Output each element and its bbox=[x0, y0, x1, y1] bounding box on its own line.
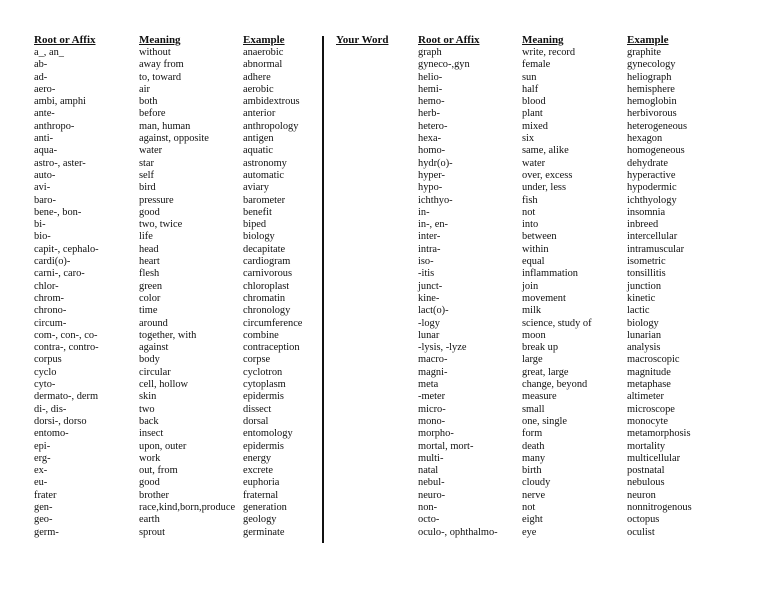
meaning-cell: moon bbox=[522, 329, 546, 341]
root-cell: meta bbox=[418, 379, 439, 391]
example-cell: chronology bbox=[243, 305, 291, 317]
example-cell: contraception bbox=[243, 342, 300, 354]
example-cell: germinate bbox=[243, 526, 285, 538]
example-cell: circumference bbox=[243, 317, 303, 329]
root-cell: in-, en- bbox=[418, 219, 449, 231]
meaning-cell: star bbox=[139, 157, 155, 169]
example-cell: antigen bbox=[243, 133, 274, 145]
left-example-column bbox=[243, 34, 302, 539]
root-cell: anthropo- bbox=[34, 120, 75, 132]
root-cell: graph bbox=[418, 47, 442, 58]
root-cell: ichthyo- bbox=[418, 194, 453, 206]
example-cell: isometric bbox=[627, 256, 666, 268]
meaning-cell: write, record bbox=[522, 47, 576, 58]
root-cell: hemo- bbox=[418, 96, 445, 108]
meaning-cell: large bbox=[522, 354, 543, 366]
root-cell: mono- bbox=[418, 415, 446, 427]
meaning-cell: blood bbox=[522, 96, 546, 108]
example-cell: decapitate bbox=[243, 243, 286, 255]
root-cell: hyper- bbox=[418, 169, 445, 181]
example-cell: biology bbox=[243, 231, 275, 243]
meaning-cell: between bbox=[522, 231, 557, 243]
example-cell: aquatic bbox=[243, 145, 273, 157]
example-cell: automatic bbox=[243, 169, 284, 181]
root-cell: non- bbox=[418, 501, 438, 513]
meaning-cell: movement bbox=[522, 292, 566, 304]
example-cell: mortality bbox=[627, 440, 666, 452]
meaning-cell: one, single bbox=[522, 415, 568, 427]
root-cell: dermato-, derm bbox=[34, 391, 99, 403]
example-cell: metaphase bbox=[627, 379, 671, 391]
meaning-cell: nerve bbox=[522, 489, 546, 501]
root-cell: ambi, amphi bbox=[34, 96, 86, 108]
meaning-cell: change, beyond bbox=[522, 379, 588, 391]
example-cell: barometer bbox=[243, 194, 286, 206]
example-cell: intercellular bbox=[627, 231, 678, 243]
meaning-cell: cloudy bbox=[522, 477, 551, 489]
meaning-cell: two, twice bbox=[139, 219, 183, 231]
root-cell: nebul- bbox=[418, 477, 445, 489]
root-cell: corpus bbox=[34, 354, 62, 366]
example-cell: octopus bbox=[627, 514, 660, 526]
example-cell: geology bbox=[243, 514, 277, 526]
meaning-cell: cell, hollow bbox=[139, 379, 189, 391]
example-cell: tonsillitis bbox=[627, 268, 666, 280]
root-cell: anti- bbox=[34, 133, 54, 145]
root-cell: lact(o)- bbox=[418, 305, 449, 317]
example-cell: abnormal bbox=[243, 59, 283, 71]
meaning-cell: sun bbox=[522, 71, 537, 83]
root-cell: epi- bbox=[34, 440, 51, 452]
meaning-cell: both bbox=[139, 96, 158, 108]
meaning-cell: equal bbox=[522, 256, 545, 268]
example-cell: ichthyology bbox=[627, 194, 677, 206]
example-cell: nebulous bbox=[627, 477, 665, 489]
example-cell: junction bbox=[627, 280, 662, 292]
meaning-cell: break up bbox=[522, 342, 559, 354]
example-cell: anterior bbox=[243, 108, 276, 120]
left-root-header: Root or Affix bbox=[34, 34, 96, 46]
meaning-cell: same, alike bbox=[522, 145, 569, 157]
meaning-cell: measure bbox=[522, 391, 557, 403]
meaning-cell: against, opposite bbox=[139, 133, 209, 145]
meaning-cell: bird bbox=[139, 182, 156, 194]
root-cell: natal bbox=[418, 465, 439, 477]
example-cell: aerobic bbox=[243, 83, 274, 95]
example-cell: ambidextrous bbox=[243, 96, 300, 108]
meaning-cell: small bbox=[522, 403, 545, 415]
right-root-header: Root or Affix bbox=[418, 34, 480, 46]
meaning-cell: birth bbox=[522, 465, 542, 477]
example-cell: epidermis bbox=[243, 440, 284, 452]
your-word-header: Your Word bbox=[336, 34, 389, 46]
example-cell: graphite bbox=[627, 47, 662, 58]
root-cell: ad- bbox=[34, 71, 48, 83]
meaning-cell: into bbox=[522, 219, 539, 231]
example-cell: anaerobic bbox=[243, 47, 284, 58]
left-meaning-column bbox=[139, 34, 235, 539]
meaning-cell: against bbox=[139, 342, 169, 354]
example-cell: intramuscular bbox=[627, 243, 685, 255]
example-cell: heterogeneous bbox=[627, 120, 688, 132]
root-cell: in- bbox=[418, 206, 430, 218]
your-word-column bbox=[336, 34, 388, 47]
root-cell: capit-, cephalo- bbox=[34, 243, 99, 255]
example-cell: chloroplast bbox=[243, 280, 290, 292]
meaning-cell: half bbox=[522, 83, 539, 95]
meaning-cell: within bbox=[522, 243, 549, 255]
example-cell: aviary bbox=[243, 182, 269, 194]
example-cell: dorsal bbox=[243, 415, 269, 427]
example-cell: corpse bbox=[243, 354, 271, 366]
example-cell: homogeneous bbox=[627, 145, 685, 157]
root-cell: aqua- bbox=[34, 145, 58, 157]
meaning-cell: not bbox=[522, 501, 536, 513]
meaning-cell: two bbox=[139, 403, 155, 415]
meaning-cell: great, large bbox=[522, 366, 569, 378]
column-divider bbox=[322, 36, 324, 543]
example-cell: metamorphosis bbox=[627, 428, 691, 440]
example-cell: kinetic bbox=[627, 292, 656, 304]
meaning-cell: race,kind,born,produce bbox=[139, 501, 236, 513]
meaning-cell: under, less bbox=[522, 182, 567, 194]
meaning-cell: plant bbox=[522, 108, 543, 120]
meaning-cell: around bbox=[139, 317, 168, 329]
root-cell: bio- bbox=[34, 231, 51, 243]
example-cell: postnatal bbox=[627, 465, 665, 477]
root-cell: herb- bbox=[418, 108, 440, 120]
example-cell: analysis bbox=[627, 342, 661, 354]
meaning-cell: earth bbox=[139, 514, 160, 526]
root-cell: inter- bbox=[418, 231, 441, 243]
meaning-cell: flesh bbox=[139, 268, 160, 280]
root-cell: macro- bbox=[418, 354, 448, 366]
example-cell: biped bbox=[243, 219, 267, 231]
example-cell: dehydrate bbox=[627, 157, 668, 169]
root-cell: oculo-, ophthalmo- bbox=[418, 526, 498, 538]
root-cell: cardi(o)- bbox=[34, 256, 71, 268]
meaning-cell: back bbox=[139, 415, 159, 427]
root-cell: junct- bbox=[418, 280, 443, 292]
root-cell: contra-, contro- bbox=[34, 342, 99, 354]
meaning-cell: sprout bbox=[139, 526, 165, 538]
root-cell: bene-, bon- bbox=[34, 206, 82, 218]
meaning-cell: self bbox=[139, 169, 155, 181]
right-example-column bbox=[627, 34, 692, 539]
example-cell: hemoglobin bbox=[627, 96, 677, 108]
root-cell: ex- bbox=[34, 465, 48, 477]
meaning-cell: heart bbox=[139, 256, 160, 268]
example-cell: anthropology bbox=[243, 120, 299, 132]
meaning-cell: upon, outer bbox=[139, 440, 187, 452]
meaning-cell: death bbox=[522, 440, 545, 452]
root-cell: hetero- bbox=[418, 120, 448, 132]
meaning-cell: join bbox=[522, 280, 539, 292]
root-cell: chlor- bbox=[34, 280, 59, 292]
meaning-cell: female bbox=[522, 59, 551, 71]
example-cell: neuron bbox=[627, 489, 656, 501]
example-cell: fraternal bbox=[243, 489, 279, 501]
root-cell: germ- bbox=[34, 526, 59, 538]
meaning-cell: away from bbox=[139, 59, 184, 71]
left-root-column bbox=[34, 34, 99, 539]
example-cell: nonnitrogenous bbox=[627, 501, 692, 513]
root-cell: magni- bbox=[418, 366, 448, 378]
example-cell: hyperactive bbox=[627, 169, 676, 181]
example-cell: hypodermic bbox=[627, 182, 677, 194]
root-cell: bi- bbox=[34, 219, 46, 231]
right-example-header: Example bbox=[627, 34, 669, 46]
root-cell: mortal, mort- bbox=[418, 440, 474, 452]
meaning-cell: form bbox=[522, 428, 543, 440]
example-cell: macroscopic bbox=[627, 354, 680, 366]
example-cell: cardiogram bbox=[243, 256, 291, 268]
root-cell: hypo- bbox=[418, 182, 443, 194]
example-cell: combine bbox=[243, 329, 279, 341]
root-cell: di-, dis- bbox=[34, 403, 67, 415]
example-cell: chromatin bbox=[243, 292, 286, 304]
meaning-cell: skin bbox=[139, 391, 157, 403]
example-cell: epidermis bbox=[243, 391, 284, 403]
example-cell: hemisphere bbox=[627, 83, 675, 95]
root-cell: -meter bbox=[418, 391, 446, 403]
root-cell: erg- bbox=[34, 452, 51, 464]
example-cell: cytoplasm bbox=[243, 379, 286, 391]
meaning-cell: time bbox=[139, 305, 158, 317]
example-cell: astronomy bbox=[243, 157, 287, 169]
root-cell: octo- bbox=[418, 514, 440, 526]
root-cell: hydr(o)- bbox=[418, 157, 453, 169]
example-cell: dissect bbox=[243, 403, 272, 415]
root-cell: baro- bbox=[34, 194, 56, 206]
left-example-header: Example bbox=[243, 34, 285, 46]
meaning-cell: circular bbox=[139, 366, 171, 378]
root-cell: frater bbox=[34, 489, 57, 501]
example-cell: microscope bbox=[627, 403, 675, 415]
root-cell: micro- bbox=[418, 403, 446, 415]
meaning-cell: eye bbox=[522, 526, 537, 538]
meaning-cell: six bbox=[522, 133, 535, 145]
example-cell: energy bbox=[243, 452, 272, 464]
example-cell: euphoria bbox=[243, 477, 280, 489]
example-cell: adhere bbox=[243, 71, 271, 83]
meaning-cell: water bbox=[522, 157, 546, 169]
root-cell: morpho- bbox=[418, 428, 454, 440]
root-cell: gyneco-,gyn bbox=[418, 59, 470, 71]
root-cell: gen- bbox=[34, 501, 53, 513]
meaning-cell: to, toward bbox=[139, 71, 182, 83]
example-cell: hexagon bbox=[627, 133, 663, 145]
root-cell: hexa- bbox=[418, 133, 442, 145]
example-cell: entomology bbox=[243, 428, 293, 440]
meaning-cell: science, study of bbox=[522, 317, 592, 329]
meaning-cell: many bbox=[522, 452, 546, 464]
example-cell: biology bbox=[627, 317, 659, 329]
meaning-cell: milk bbox=[522, 305, 542, 317]
meaning-cell: life bbox=[139, 231, 153, 243]
root-cell: entomo- bbox=[34, 428, 69, 440]
root-cell: astro-, aster- bbox=[34, 157, 86, 169]
meaning-cell: over, excess bbox=[522, 169, 573, 181]
meaning-cell: mixed bbox=[522, 120, 548, 132]
example-cell: magnitude bbox=[627, 366, 671, 378]
root-cell: carni-, caro- bbox=[34, 268, 85, 280]
example-cell: lunarian bbox=[627, 329, 662, 341]
right-root-column bbox=[418, 34, 498, 539]
root-cell: lunar bbox=[418, 329, 440, 341]
root-cell: chrono- bbox=[34, 305, 67, 317]
root-cell: neuro- bbox=[418, 489, 446, 501]
root-cell: homo- bbox=[418, 145, 446, 157]
meaning-cell: color bbox=[139, 292, 161, 304]
meaning-cell: pressure bbox=[139, 194, 174, 206]
root-cell: kine- bbox=[418, 292, 440, 304]
example-cell: herbivorous bbox=[627, 108, 677, 120]
meaning-cell: green bbox=[139, 280, 163, 292]
meaning-cell: eight bbox=[522, 514, 543, 526]
example-cell: carnivorous bbox=[243, 268, 293, 280]
meaning-cell: together, with bbox=[139, 329, 197, 341]
root-cell: circum- bbox=[34, 317, 67, 329]
root-cell: chrom- bbox=[34, 292, 65, 304]
root-cell: aero- bbox=[34, 83, 56, 95]
example-cell: inbreed bbox=[627, 219, 659, 231]
meaning-cell: out, from bbox=[139, 465, 178, 477]
meaning-cell: water bbox=[139, 145, 163, 157]
example-cell: oculist bbox=[627, 526, 655, 538]
root-cell: ante- bbox=[34, 108, 55, 120]
root-cell: -itis bbox=[418, 268, 435, 280]
meaning-cell: before bbox=[139, 108, 166, 120]
example-cell: insomnia bbox=[627, 206, 666, 218]
example-cell: cyclotron bbox=[243, 366, 283, 378]
root-cell: -lysis, -lyze bbox=[418, 342, 467, 354]
meaning-cell: head bbox=[139, 243, 159, 255]
example-cell: heliograph bbox=[627, 71, 672, 83]
meaning-cell: inflammation bbox=[522, 268, 578, 280]
right-meaning-column bbox=[522, 34, 592, 539]
root-cell: -logy bbox=[418, 317, 440, 329]
root-cell: geo- bbox=[34, 514, 53, 526]
root-cell: helio- bbox=[418, 71, 443, 83]
meaning-cell: air bbox=[139, 83, 150, 95]
meaning-cell: work bbox=[139, 452, 161, 464]
root-cell: avi- bbox=[34, 182, 51, 194]
meaning-cell: not bbox=[522, 206, 536, 218]
meaning-cell: without bbox=[139, 47, 171, 58]
root-cell: intra- bbox=[418, 243, 441, 255]
meaning-cell: good bbox=[139, 206, 160, 218]
meaning-cell: insect bbox=[139, 428, 164, 440]
root-cell: a_, an_ bbox=[34, 47, 65, 58]
meaning-cell: body bbox=[139, 354, 160, 366]
root-cell: hemi- bbox=[418, 83, 443, 95]
meaning-cell: brother bbox=[139, 489, 170, 501]
root-cell: auto- bbox=[34, 169, 56, 181]
example-cell: excrete bbox=[243, 465, 273, 477]
root-cell: eu- bbox=[34, 477, 48, 489]
root-cell: dorsi-, dorso bbox=[34, 415, 87, 427]
meaning-cell: man, human bbox=[139, 120, 191, 132]
example-cell: lactic bbox=[627, 305, 650, 317]
meaning-cell: good bbox=[139, 477, 160, 489]
example-cell: altimeter bbox=[627, 391, 664, 403]
example-cell: generation bbox=[243, 501, 287, 513]
root-cell: com-, con-, co- bbox=[34, 329, 98, 341]
left-meaning-header: Meaning bbox=[139, 34, 181, 46]
root-cell: cyto- bbox=[34, 379, 56, 391]
meaning-cell: fish bbox=[522, 194, 538, 206]
root-cell: iso- bbox=[418, 256, 434, 268]
root-cell: multi- bbox=[418, 452, 444, 464]
root-cell: cyclo bbox=[34, 366, 57, 378]
example-cell: monocyte bbox=[627, 415, 668, 427]
example-cell: gynecology bbox=[627, 59, 676, 71]
root-cell: ab- bbox=[34, 59, 48, 71]
example-cell: multicellular bbox=[627, 452, 681, 464]
example-cell: benefit bbox=[243, 206, 272, 218]
right-meaning-header: Meaning bbox=[522, 34, 564, 46]
